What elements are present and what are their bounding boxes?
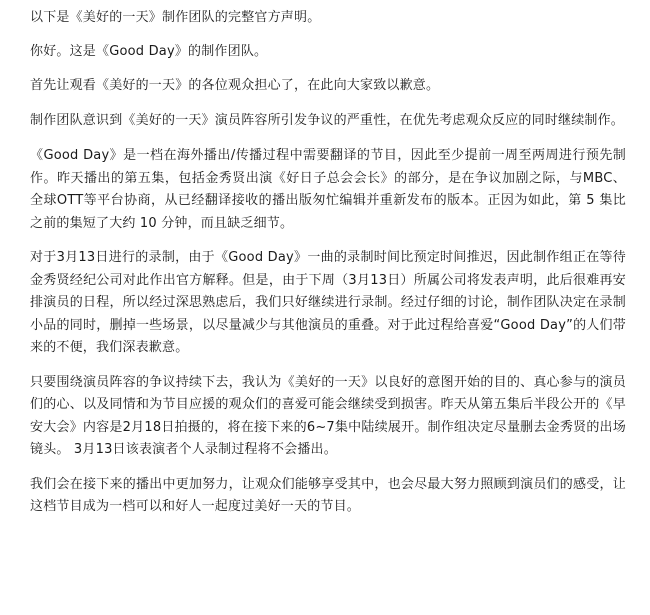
paragraph-controversy: 只要围绕演员阵容的争议持续下去，我认为《美好的一天》以良好的意图开始的目的、真心参与的演员们的心、以及同情和为节目应援的观众们的喜爱可能会继续受到损害。昨天从第五集后半段公开的《早安大会》内容是2月18日拍摄的，将在接下来的6~7集中陆续展开。制作组决定尽量删去金秀贤的出场镜头。 3月13日该表演者个人录制过程将不会播出。 (30, 374, 626, 457)
paragraph-greeting: 你好。这是《Good Day》的制作团队。 (30, 43, 268, 59)
statement-document (30, 7, 626, 519)
paragraph-episode-five: 《Good Day》是一档在海外播出/传播过程中需要翻译的节目，因此至少提前一周至两周进行预先制作。昨天播出的第五集，包括金秀贤出演《好日子总会会长》的部分，是在争议加剧之际，与MBC、全球OTT等平台协商，从已经翻译接收的播出版匆忙编辑并重新发布的版本。正因为如此，第 5 集比之前的集短了大约 10 分钟，而且缺乏细节。 (30, 148, 626, 231)
paragraph-intro: 以下是《美好的一天》制作团队的完整官方声明。 (30, 10, 321, 25)
paragraph-apology: 首先让观看《美好的一天》的各位观众担心了，在此向大家致以歉意。 (30, 78, 440, 93)
paragraph-recording: 对于3月13日进行的录制，由于《Good Day》一曲的录制时间比预定时间推迟，因此制作组正在等待金秀贤经纪公司对此作出官方解释。但是，由于下周（3月13日）所属公司将发表声明，此后很难再安排演员的日程，所以经过深思熟虑后，我们只好继续进行录制。经过仔细的讨论，制作团队决定在录制小品的同时，删掉一些场景，以尽量减少与其他演员的重叠。对于此过程给喜爱“Good Day”的人们带来的不便，我们深表歉意。 (30, 250, 626, 355)
paragraph-closing: 我们会在接下来的播出中更加努力，让观众们能够享受其中，也会尽最大努力照顾到演员们的感受，让这档节目成为一档可以和好人一起度过美好一天的节目。 (30, 476, 626, 514)
paragraph-awareness: 制作团队意识到《美好的一天》演员阵容所引发争议的严重性，在优先考虑观众反应的同时继续制作。 (30, 112, 625, 128)
